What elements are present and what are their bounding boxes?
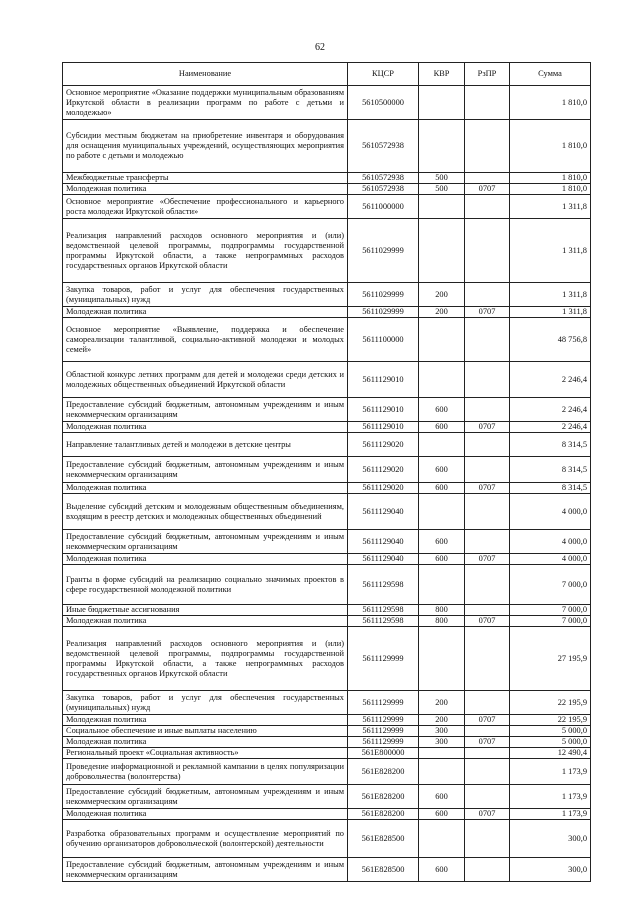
cell-kvr [419, 627, 465, 691]
cell-kcsr: 5611129999 [348, 737, 419, 748]
cell-kvr [419, 748, 465, 759]
cell-sum: 4 000,0 [510, 530, 591, 554]
cell-sum: 12 490,4 [510, 748, 591, 759]
cell-sum: 1 311,8 [510, 307, 591, 318]
table-row [63, 483, 591, 494]
cell-name: Молодежная политика [63, 184, 348, 195]
cell-kvr: 500 [419, 184, 465, 195]
cell-name: Региональный проект «Социальная активность» [63, 748, 348, 759]
table-row [63, 726, 591, 737]
cell-sum: 7 000,0 [510, 605, 591, 616]
cell-kvr [419, 219, 465, 283]
cell-sum: 7 000,0 [510, 616, 591, 627]
cell-kvr: 200 [419, 307, 465, 318]
budget-table [62, 62, 591, 882]
header-name: Наименование [63, 63, 348, 86]
cell-kcsr: 5611129010 [348, 362, 419, 398]
cell-kcsr: 5611129020 [348, 433, 419, 457]
cell-kcsr: 5610500000 [348, 86, 419, 120]
cell-name: Молодежная политика [63, 307, 348, 318]
cell-rzpr: 0707 [465, 483, 510, 494]
cell-kcsr: 5611129598 [348, 605, 419, 616]
table-row [63, 283, 591, 307]
cell-kcsr: 5611029999 [348, 307, 419, 318]
cell-kvr [419, 759, 465, 785]
header-rzpr: РзПР [465, 63, 510, 86]
cell-sum: 5 000,0 [510, 737, 591, 748]
table-row [63, 307, 591, 318]
cell-rzpr [465, 530, 510, 554]
table-row [63, 457, 591, 483]
cell-kvr [419, 494, 465, 530]
table-row [63, 318, 591, 362]
cell-kcsr: 561E828200 [348, 759, 419, 785]
table-row [63, 809, 591, 820]
cell-rzpr [465, 494, 510, 530]
cell-kcsr: 5611129999 [348, 627, 419, 691]
cell-kvr [419, 86, 465, 120]
cell-rzpr [465, 820, 510, 858]
cell-rzpr: 0707 [465, 554, 510, 565]
table-row [63, 362, 591, 398]
table-body [63, 86, 591, 882]
cell-rzpr: 0707 [465, 809, 510, 820]
cell-name: Закупка товаров, работ и услуг для обеспечения государственных (муниципальных) нужд [63, 691, 348, 715]
cell-rzpr: 0707 [465, 422, 510, 433]
cell-sum: 1 810,0 [510, 120, 591, 173]
table-row [63, 748, 591, 759]
cell-kcsr: 5611129040 [348, 530, 419, 554]
cell-name: Направление талантливых детей и молодежи в детские центры [63, 433, 348, 457]
table-row [63, 195, 591, 219]
table-row [63, 616, 591, 627]
cell-kcsr: 561E828200 [348, 809, 419, 820]
cell-kcsr: 5611129999 [348, 715, 419, 726]
cell-kvr: 300 [419, 737, 465, 748]
cell-rzpr [465, 219, 510, 283]
table-row [63, 858, 591, 882]
cell-rzpr [465, 86, 510, 120]
header-kcsr: КЦСР [348, 63, 419, 86]
cell-kvr [419, 433, 465, 457]
cell-sum: 27 195,9 [510, 627, 591, 691]
cell-kvr: 800 [419, 605, 465, 616]
cell-kvr [419, 195, 465, 219]
cell-name: Предоставление субсидий бюджетным, автономным учреждениям и иным некоммерческим организациям [63, 785, 348, 809]
table-row [63, 785, 591, 809]
cell-rzpr [465, 759, 510, 785]
cell-name: Предоставление субсидий бюджетным, автономным учреждениям и иным некоммерческим организациям [63, 530, 348, 554]
cell-sum: 8 314,5 [510, 457, 591, 483]
table-row [63, 554, 591, 565]
cell-name: Разработка образовательных программ и осуществление мероприятий по обучению организаторов добровольческой (волонтерской) деятельности [63, 820, 348, 858]
cell-name: Основное мероприятие «Выявление, поддержка и обеспечение самореализации талантливой, социально-активной молодежи и молодых семей» [63, 318, 348, 362]
cell-name: Реализация направлений расходов основного мероприятия и (или) ведомственной целевой программы, подпрограммы государственной программы Иркутской области, а также непрограммных расходов государственных органов Иркутской области [63, 219, 348, 283]
cell-name: Молодежная политика [63, 554, 348, 565]
cell-sum: 8 314,5 [510, 433, 591, 457]
header-sum: Сумма [510, 63, 591, 86]
table-row [63, 398, 591, 422]
cell-name: Предоставление субсидий бюджетным, автономным учреждениям и иным некоммерческим организациям [63, 398, 348, 422]
table-row [63, 184, 591, 195]
cell-kcsr: 5611129999 [348, 691, 419, 715]
cell-name: Молодежная политика [63, 616, 348, 627]
cell-name: Молодежная политика [63, 737, 348, 748]
cell-kcsr: 5611129010 [348, 422, 419, 433]
cell-kvr: 800 [419, 616, 465, 627]
table-row [63, 494, 591, 530]
cell-kvr: 600 [419, 858, 465, 882]
cell-name: Областной конкурс летних программ для детей и молодежи среди детских и молодежных общественных объединений Иркутской области [63, 362, 348, 398]
cell-rzpr: 0707 [465, 616, 510, 627]
cell-kcsr: 5610572938 [348, 120, 419, 173]
table-row [63, 219, 591, 283]
cell-sum: 48 756,8 [510, 318, 591, 362]
table-row [63, 820, 591, 858]
table-row [63, 565, 591, 605]
cell-rzpr [465, 173, 510, 184]
table-row [63, 433, 591, 457]
cell-rzpr [465, 691, 510, 715]
cell-kcsr: 561E828500 [348, 820, 419, 858]
page-number: 62 [315, 42, 325, 53]
cell-name: Иные бюджетные ассигнования [63, 605, 348, 616]
cell-rzpr [465, 726, 510, 737]
cell-sum: 2 246,4 [510, 362, 591, 398]
cell-kvr: 600 [419, 530, 465, 554]
cell-name: Социальное обеспечение и иные выплаты населению [63, 726, 348, 737]
cell-sum: 2 246,4 [510, 398, 591, 422]
cell-sum: 1 810,0 [510, 86, 591, 120]
cell-kcsr: 5611100000 [348, 318, 419, 362]
cell-rzpr [465, 398, 510, 422]
cell-sum: 1 311,8 [510, 195, 591, 219]
cell-sum: 22 195,9 [510, 715, 591, 726]
cell-kvr [419, 565, 465, 605]
cell-rzpr [465, 748, 510, 759]
cell-kvr: 600 [419, 422, 465, 433]
cell-name: Предоставление субсидий бюджетным, автономным учреждениям и иным некоммерческим организациям [63, 858, 348, 882]
cell-sum: 1 173,9 [510, 809, 591, 820]
cell-sum: 1 311,8 [510, 219, 591, 283]
cell-sum: 1 173,9 [510, 759, 591, 785]
cell-rzpr [465, 457, 510, 483]
table-row [63, 86, 591, 120]
cell-kvr: 500 [419, 173, 465, 184]
table-row [63, 715, 591, 726]
cell-rzpr: 0707 [465, 715, 510, 726]
header-kvr: КВР [419, 63, 465, 86]
cell-sum: 1 311,8 [510, 283, 591, 307]
cell-rzpr [465, 195, 510, 219]
cell-rzpr [465, 858, 510, 882]
cell-rzpr [465, 318, 510, 362]
table-row [63, 173, 591, 184]
cell-kcsr: 561E800000 [348, 748, 419, 759]
cell-kvr: 600 [419, 483, 465, 494]
table-row [63, 120, 591, 173]
cell-name: Молодежная политика [63, 809, 348, 820]
cell-kvr [419, 362, 465, 398]
table-row [63, 605, 591, 616]
cell-sum: 8 314,5 [510, 483, 591, 494]
cell-kcsr: 5611129598 [348, 616, 419, 627]
table-row [63, 759, 591, 785]
cell-sum: 300,0 [510, 858, 591, 882]
cell-name: Выделение субсидий детским и молодежным общественным объединениям, входящим в реестр детских и молодежных общественных объединений [63, 494, 348, 530]
cell-sum: 300,0 [510, 820, 591, 858]
cell-rzpr [465, 362, 510, 398]
cell-sum: 5 000,0 [510, 726, 591, 737]
cell-name: Закупка товаров, работ и услуг для обеспечения государственных (муниципальных) нужд [63, 283, 348, 307]
cell-rzpr [465, 283, 510, 307]
cell-rzpr: 0707 [465, 307, 510, 318]
cell-name: Предоставление субсидий бюджетным, автономным учреждениям и иным некоммерческим организациям [63, 457, 348, 483]
cell-name: Проведение информационной и рекламной кампании в целях популяризации добровольчества (волонтерства) [63, 759, 348, 785]
cell-rzpr [465, 565, 510, 605]
cell-kcsr: 561E828500 [348, 858, 419, 882]
table-row [63, 691, 591, 715]
cell-kcsr: 5610572938 [348, 184, 419, 195]
cell-kvr: 600 [419, 809, 465, 820]
cell-kvr: 200 [419, 691, 465, 715]
cell-rzpr [465, 433, 510, 457]
cell-kcsr: 5611129040 [348, 494, 419, 530]
cell-kcsr: 5611129010 [348, 398, 419, 422]
cell-name: Субсидии местным бюджетам на приобретение инвентаря и оборудования для оснащения муниципальных учреждений, осуществляющих мероприятия по работе с детьми и молодежью [63, 120, 348, 173]
cell-sum: 1 173,9 [510, 785, 591, 809]
cell-rzpr [465, 627, 510, 691]
cell-name: Гранты в форме субсидий на реализацию социально значимых проектов в сфере государственной молодежной политики [63, 565, 348, 605]
cell-name: Молодежная политика [63, 715, 348, 726]
cell-kvr: 200 [419, 715, 465, 726]
cell-name: Основное мероприятие «Обеспечение профессионального и карьерного роста молодежи Иркутской области» [63, 195, 348, 219]
cell-kvr: 600 [419, 457, 465, 483]
cell-rzpr [465, 120, 510, 173]
cell-kvr: 200 [419, 283, 465, 307]
table-row [63, 422, 591, 433]
cell-kcsr: 5610572938 [348, 173, 419, 184]
cell-rzpr: 0707 [465, 184, 510, 195]
cell-sum: 4 000,0 [510, 494, 591, 530]
cell-kcsr: 5611129020 [348, 483, 419, 494]
cell-kvr: 600 [419, 785, 465, 809]
cell-sum: 4 000,0 [510, 554, 591, 565]
cell-kvr: 600 [419, 554, 465, 565]
table-row [63, 627, 591, 691]
cell-kcsr: 561E828200 [348, 785, 419, 809]
table-row [63, 530, 591, 554]
cell-name: Межбюджетные трансферты [63, 173, 348, 184]
table-row [63, 737, 591, 748]
cell-kcsr: 5611129999 [348, 726, 419, 737]
table-header-row [63, 63, 591, 86]
cell-sum: 1 810,0 [510, 184, 591, 195]
cell-sum: 22 195,9 [510, 691, 591, 715]
cell-sum: 7 000,0 [510, 565, 591, 605]
cell-rzpr [465, 605, 510, 616]
cell-kcsr: 5611000000 [348, 195, 419, 219]
cell-kvr [419, 820, 465, 858]
cell-name: Молодежная политика [63, 483, 348, 494]
cell-kvr [419, 120, 465, 173]
cell-kcsr: 5611129040 [348, 554, 419, 565]
cell-name: Основное мероприятие «Оказание поддержки муниципальным образованиям Иркутской области в реализации программ по работе с детьми и молодежью» [63, 86, 348, 120]
cell-name: Реализация направлений расходов основного мероприятия и (или) ведомственной целевой программы, подпрограммы государственной программы Иркутской области, а также непрограммных расходов государственных органов Иркутской области [63, 627, 348, 691]
cell-sum: 1 810,0 [510, 173, 591, 184]
cell-sum: 2 246,4 [510, 422, 591, 433]
cell-kcsr: 5611029999 [348, 283, 419, 307]
cell-kvr: 300 [419, 726, 465, 737]
cell-kvr: 600 [419, 398, 465, 422]
cell-kcsr: 5611029999 [348, 219, 419, 283]
cell-name: Молодежная политика [63, 422, 348, 433]
cell-rzpr [465, 785, 510, 809]
cell-kcsr: 5611129020 [348, 457, 419, 483]
cell-kcsr: 5611129598 [348, 565, 419, 605]
cell-rzpr: 0707 [465, 737, 510, 748]
cell-kvr [419, 318, 465, 362]
